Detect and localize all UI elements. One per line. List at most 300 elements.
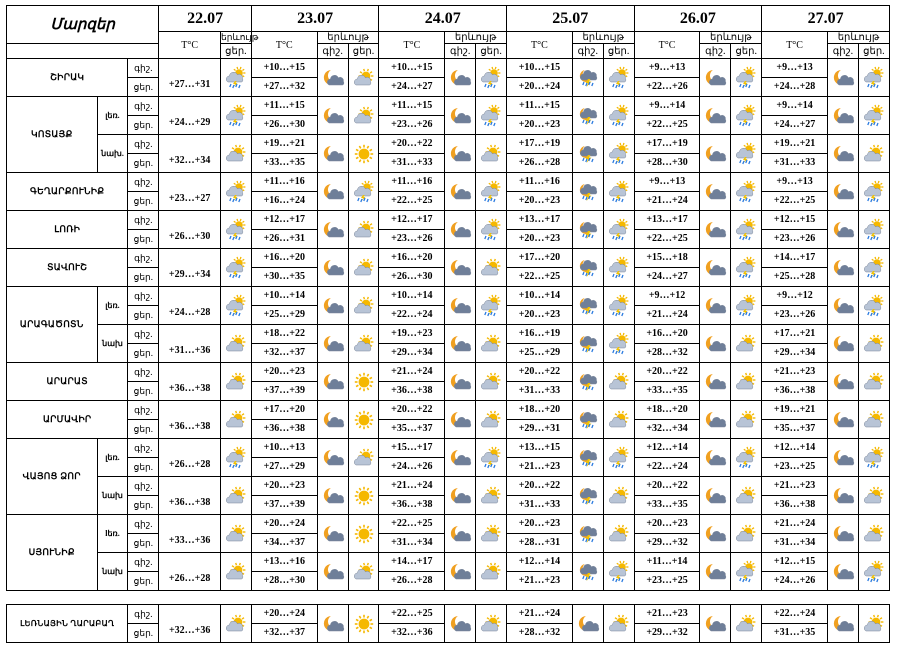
moon-cloud-icon	[700, 249, 731, 287]
temp-value: +16…+20	[634, 325, 700, 344]
sun-cloud-rain-icon	[348, 173, 379, 211]
day-label: ցեր.	[128, 192, 159, 211]
table-row	[7, 439, 890, 458]
sun-cloud-rain-icon	[476, 287, 507, 325]
temp-value: +10…+14	[507, 287, 573, 306]
moon-cloud-icon	[445, 211, 476, 249]
sun-cloud-rain-icon	[731, 135, 762, 173]
moon-cloud-icon	[700, 211, 731, 249]
temp-value: +23…+26	[762, 306, 828, 325]
sun-cloud-icon	[858, 605, 889, 643]
moon-cloud-icon	[317, 477, 348, 515]
sun-cloud-icon	[603, 515, 634, 553]
moon-cloud-icon	[445, 173, 476, 211]
moon-cloud-icon	[700, 553, 731, 591]
temp-value: +20…+22	[507, 363, 573, 382]
temp-value: +20…+23	[251, 363, 317, 382]
temp-value: +34…+37	[251, 534, 317, 553]
temp-value: +31…+34	[379, 534, 445, 553]
temp-value: +10…+15	[507, 59, 573, 78]
sun-cloud-icon	[603, 605, 634, 643]
temp-value: +23…+26	[379, 116, 445, 135]
moon-cloud-icon	[700, 287, 731, 325]
temp-value: +30…+35	[251, 268, 317, 287]
temp-header: T°C	[634, 32, 700, 59]
moon-cloud-icon	[828, 135, 859, 173]
sun-cloud-icon	[221, 477, 252, 515]
sun-icon	[348, 515, 379, 553]
table-row	[7, 401, 890, 420]
temp-value: +10…+13	[251, 439, 317, 458]
table-row	[7, 97, 890, 116]
moon-cloud-icon	[700, 401, 731, 439]
temp-value: +19…+23	[379, 325, 445, 344]
moon-cloud-icon	[445, 363, 476, 401]
subregion-label: lեռ.	[97, 515, 128, 553]
moon-cloud-icon	[317, 401, 348, 439]
temp-value: +26…+30	[251, 116, 317, 135]
temp-value: +12…+15	[762, 211, 828, 230]
day-label: ցեր.	[128, 344, 159, 363]
temp-value: +28…+32	[507, 624, 573, 643]
night-label: գիշ.	[128, 439, 159, 458]
temp-value: +20…+22	[379, 135, 445, 154]
moon-cloud-icon	[700, 363, 731, 401]
temp-value: +12…+14	[634, 439, 700, 458]
weather-header: երևույթ	[828, 32, 890, 44]
temp-value: +28…+30	[634, 154, 700, 173]
temp-value: +35…+37	[379, 420, 445, 439]
temp-value: +11…+15	[507, 97, 573, 116]
temp-value: +16…+24	[251, 192, 317, 211]
moon-cloud-icon	[445, 97, 476, 135]
temp-value: +12…+17	[379, 211, 445, 230]
region-name: ՇԻՐԱԿ	[7, 59, 128, 97]
sun-cloud-icon	[731, 477, 762, 515]
temp-value: +23…+25	[634, 572, 700, 591]
sun-cloud-rain-icon	[476, 173, 507, 211]
night-label: գիշ.	[128, 605, 159, 624]
sun-cloud-icon	[476, 515, 507, 553]
moon-cloud-icon	[700, 439, 731, 477]
sun-cloud-icon	[476, 363, 507, 401]
night-header: գիշ.	[445, 44, 476, 59]
moon-cloud-icon	[317, 287, 348, 325]
moon-cloud-icon	[828, 439, 859, 477]
night-label: գիշ.	[128, 363, 159, 382]
temp-value: +26…+28	[159, 439, 221, 477]
temp-value: +36…+38	[159, 363, 221, 401]
sun-cloud-rain-icon	[603, 173, 634, 211]
temp-value: +20…+23	[507, 116, 573, 135]
subregion-label: նախ	[97, 325, 128, 363]
night-label: գիշ.	[128, 173, 159, 192]
sun-cloud-rain-icon	[221, 211, 252, 249]
subregion-label: լեռ.	[97, 287, 128, 325]
temp-value: +20…+24	[507, 78, 573, 97]
temp-value: +27…+32	[251, 78, 317, 97]
moon-cloud-icon	[828, 59, 859, 97]
night-label: գիշ.	[128, 553, 159, 572]
region-name: ԱՐՄԱՎԻՐ	[7, 401, 128, 439]
temp-value: +36…+38	[159, 477, 221, 515]
temp-value: +20…+23	[507, 230, 573, 249]
temp-value: +12…+17	[251, 211, 317, 230]
moon-cloud-icon	[445, 439, 476, 477]
table-row	[7, 173, 890, 192]
temp-value: +25…+29	[507, 344, 573, 363]
table-row	[7, 553, 890, 572]
temp-value: +11…+16	[251, 173, 317, 192]
temp-value: +25…+28	[762, 268, 828, 287]
sun-cloud-rain-icon	[858, 287, 889, 325]
night-label: գիշ.	[128, 211, 159, 230]
temp-value: +14…+17	[762, 249, 828, 268]
temp-value: +23…+27	[159, 173, 221, 211]
temp-value: +35…+37	[762, 420, 828, 439]
moon-cloud-icon	[828, 363, 859, 401]
sun-cloud-rain-icon	[731, 439, 762, 477]
temp-value: +22…+25	[634, 230, 700, 249]
moon-cloud-storm-icon	[572, 287, 603, 325]
table-row	[7, 135, 890, 154]
moon-cloud-storm-icon	[572, 59, 603, 97]
sun-cloud-icon	[731, 325, 762, 363]
date-header: 27.07	[762, 6, 890, 32]
temp-value: +33…+35	[251, 154, 317, 173]
night-label: գիշ.	[128, 59, 159, 78]
moon-cloud-icon	[317, 173, 348, 211]
sun-cloud-icon	[476, 605, 507, 643]
temp-value: +24…+28	[762, 78, 828, 97]
moon-cloud-icon	[317, 59, 348, 97]
sun-cloud-icon	[603, 401, 634, 439]
temp-value: +20…+24	[251, 605, 317, 624]
temp-value: +9…+14	[634, 97, 700, 116]
moon-cloud-icon	[700, 605, 731, 643]
temp-value: +31…+36	[159, 325, 221, 363]
temp-value: +21…+23	[507, 572, 573, 591]
temp-value: +23…+25	[762, 458, 828, 477]
forecast-table	[6, 5, 890, 591]
sun-cloud-rain-icon	[603, 439, 634, 477]
temp-value: +24…+27	[762, 116, 828, 135]
temp-value: +31…+33	[379, 154, 445, 173]
temp-value: +27…+31	[159, 59, 221, 97]
day-label: ցեր.	[128, 534, 159, 553]
sun-cloud-rain-icon	[603, 325, 634, 363]
temp-value: +21…+23	[762, 363, 828, 382]
sun-cloud-rain-icon	[858, 439, 889, 477]
day-label: ցեր.	[128, 230, 159, 249]
date-header: 23.07	[251, 6, 379, 32]
weather-header: երևույթ	[445, 32, 507, 44]
temp-value: +21…+24	[379, 477, 445, 496]
sun-cloud-rain-icon	[603, 59, 634, 97]
temp-value: +20…+22	[507, 477, 573, 496]
temp-value: +9…+14	[762, 97, 828, 116]
day-label: ցեր.	[128, 268, 159, 287]
moon-cloud-icon	[828, 401, 859, 439]
subregion-label: նախ.	[97, 135, 128, 173]
sun-cloud-icon	[476, 325, 507, 363]
sun-cloud-icon	[348, 97, 379, 135]
karabakh-table	[6, 604, 890, 643]
sun-cloud-icon	[221, 553, 252, 591]
region-name: ԱՐԱՐԱՏ	[7, 363, 128, 401]
temp-value: +22…+24	[634, 458, 700, 477]
temp-value: +20…+23	[507, 306, 573, 325]
sun-cloud-rain-icon	[731, 211, 762, 249]
temp-value: +20…+23	[251, 477, 317, 496]
weather-header: երևույթ	[700, 32, 762, 44]
moon-cloud-icon	[445, 249, 476, 287]
temp-value: +17…+19	[507, 135, 573, 154]
temp-value: +11…+15	[379, 97, 445, 116]
temp-value: +16…+19	[507, 325, 573, 344]
temp-value: +29…+34	[379, 344, 445, 363]
day-label: ցեր.	[128, 78, 159, 97]
weather-header: երևույթ	[221, 32, 259, 42]
sun-cloud-icon	[603, 363, 634, 401]
sun-cloud-icon	[476, 249, 507, 287]
sun-cloud-rain-icon	[476, 439, 507, 477]
sun-icon	[348, 477, 379, 515]
temp-value: +11…+16	[507, 173, 573, 192]
night-label: գիշ.	[128, 97, 159, 116]
temp-value: +18…+20	[507, 401, 573, 420]
sun-cloud-icon	[476, 135, 507, 173]
sun-icon	[348, 605, 379, 643]
sun-cloud-rain-icon	[731, 173, 762, 211]
region-name: ՎԱՅՈՑ ՁՈՐ	[7, 439, 98, 515]
temp-value: +13…+17	[634, 211, 700, 230]
sun-cloud-icon	[858, 515, 889, 553]
sun-cloud-rain-icon	[603, 249, 634, 287]
temp-value: +13…+15	[507, 439, 573, 458]
night-label: գիշ.	[128, 401, 159, 420]
moon-cloud-storm-icon	[572, 515, 603, 553]
temp-value: +29…+31	[507, 420, 573, 439]
temp-value: +13…+17	[507, 211, 573, 230]
night-header: գիշ.	[572, 44, 603, 59]
temp-value: +13…+16	[251, 553, 317, 572]
temp-value: +29…+32	[634, 534, 700, 553]
temp-value: +20…+23	[634, 515, 700, 534]
moon-cloud-icon	[828, 515, 859, 553]
temp-value: +20…+24	[251, 515, 317, 534]
moon-cloud-icon	[445, 59, 476, 97]
sun-cloud-rain-icon	[858, 59, 889, 97]
night-label: գիշ.	[128, 287, 159, 306]
temp-value: +12…+14	[507, 553, 573, 572]
sun-cloud-rain-icon	[858, 553, 889, 591]
temp-value: +21…+24	[634, 192, 700, 211]
temp-value: +28…+31	[507, 534, 573, 553]
moon-cloud-icon	[828, 249, 859, 287]
sun-cloud-rain-icon	[858, 249, 889, 287]
temp-value: +24…+27	[379, 78, 445, 97]
temp-value: +12…+14	[762, 439, 828, 458]
temp-value: +29…+32	[634, 624, 700, 643]
day-header: ցեր.	[603, 44, 634, 59]
moon-cloud-storm-icon	[572, 97, 603, 135]
temp-value: +22…+25	[379, 192, 445, 211]
night-label: գիշ.	[128, 249, 159, 268]
temp-value: +10…+14	[251, 287, 317, 306]
sun-cloud-rain-icon	[221, 173, 252, 211]
temp-value: +22…+24	[762, 605, 828, 624]
date-header: 26.07	[634, 6, 762, 32]
moon-cloud-icon	[317, 249, 348, 287]
temp-value: +10…+15	[379, 59, 445, 78]
sun-cloud-rain-icon	[221, 439, 252, 477]
region-name: ԱՐԱԳԱԾՈՏՆ	[7, 287, 98, 363]
temp-value: +32…+36	[379, 624, 445, 643]
temp-value: +31…+33	[507, 382, 573, 401]
moon-cloud-icon	[700, 325, 731, 363]
moon-cloud-icon	[828, 477, 859, 515]
sun-cloud-rain-icon	[858, 173, 889, 211]
moon-cloud-icon	[317, 553, 348, 591]
sun-cloud-icon	[731, 363, 762, 401]
region-name: ԳԵՂԱՐՔՈՒՆԻՔ	[7, 173, 128, 211]
sun-cloud-icon	[476, 401, 507, 439]
temp-header: T°C	[379, 32, 445, 59]
moon-cloud-storm-icon	[572, 211, 603, 249]
temp-value: +19…+21	[762, 401, 828, 420]
sun-cloud-icon	[221, 515, 252, 553]
temp-value: +9…+13	[634, 173, 700, 192]
temp-value: +32…+37	[251, 344, 317, 363]
temp-value: +37…+39	[251, 382, 317, 401]
sun-cloud-rain-icon	[603, 135, 634, 173]
sun-cloud-icon	[348, 287, 379, 325]
sun-cloud-icon	[348, 249, 379, 287]
temp-header: T°C	[507, 32, 573, 59]
temp-value: +12…+15	[762, 553, 828, 572]
temp-value: +24…+29	[159, 97, 221, 135]
temp-value: +25…+29	[251, 306, 317, 325]
temp-value: +15…+18	[634, 249, 700, 268]
day-label: ցեր.	[128, 572, 159, 591]
temp-value: +23…+26	[379, 230, 445, 249]
day-header: ցեր.	[731, 44, 762, 59]
temp-value: +20…+22	[379, 401, 445, 420]
moon-cloud-storm-icon	[572, 439, 603, 477]
moon-cloud-icon	[445, 515, 476, 553]
moon-cloud-icon	[700, 477, 731, 515]
temp-value: +31…+33	[507, 496, 573, 515]
temp-value: +36…+38	[379, 496, 445, 515]
night-label: գիշ.	[128, 477, 159, 496]
subregion-label: լեռ.	[97, 97, 128, 135]
temp-value: +22…+25	[507, 268, 573, 287]
temp-value: +32…+37	[251, 624, 317, 643]
temp-value: +9…+12	[762, 287, 828, 306]
temp-value: +32…+34	[634, 420, 700, 439]
day-label: ցեր.	[128, 624, 159, 643]
moon-cloud-icon	[700, 173, 731, 211]
temp-value: +32…+36	[159, 605, 221, 643]
temp-value: +24…+27	[634, 268, 700, 287]
temp-value: +26…+28	[379, 572, 445, 591]
sun-cloud-icon	[221, 325, 252, 363]
day-label: ցեր.	[128, 116, 159, 135]
table-row	[7, 515, 890, 534]
temp-value: +36…+38	[762, 496, 828, 515]
temp-value: +36…+38	[762, 382, 828, 401]
moon-cloud-storm-icon	[572, 325, 603, 363]
table-row	[7, 363, 890, 382]
sun-cloud-icon	[858, 135, 889, 173]
sun-cloud-rain-icon	[603, 97, 634, 135]
sun-cloud-rain-icon	[731, 97, 762, 135]
sun-cloud-icon	[221, 363, 252, 401]
temp-value: +36…+38	[159, 401, 221, 439]
moon-cloud-icon	[445, 401, 476, 439]
temp-value: +26…+30	[379, 268, 445, 287]
temp-value: +21…+23	[634, 605, 700, 624]
day-header: ցեր.	[476, 44, 507, 59]
temp-value: +24…+28	[159, 287, 221, 325]
moon-cloud-icon	[445, 605, 476, 643]
temp-value: +9…+13	[762, 59, 828, 78]
sun-cloud-rain-icon	[858, 97, 889, 135]
sun-cloud-icon	[603, 477, 634, 515]
temp-value: +15…+17	[379, 439, 445, 458]
temp-value: +22…+25	[762, 192, 828, 211]
moon-cloud-icon	[828, 287, 859, 325]
sun-cloud-rain-icon	[731, 553, 762, 591]
sun-cloud-rain-icon	[221, 249, 252, 287]
temp-value: +33…+36	[159, 515, 221, 553]
moon-cloud-storm-icon	[572, 477, 603, 515]
moon-cloud-icon	[445, 477, 476, 515]
day-label: ցեր.	[128, 154, 159, 173]
table-row	[7, 477, 890, 496]
temp-value: +26…+28	[507, 154, 573, 173]
sun-cloud-rain-icon	[221, 97, 252, 135]
sun-cloud-rain-icon	[476, 59, 507, 97]
sun-cloud-icon	[348, 59, 379, 97]
night-label: գիշ.	[128, 325, 159, 344]
sun-cloud-icon	[348, 439, 379, 477]
night-header: գիշ.	[317, 44, 348, 59]
temp-value: +28…+30	[251, 572, 317, 591]
temp-value: +21…+23	[762, 477, 828, 496]
moon-cloud-icon	[828, 97, 859, 135]
temp-value: +18…+22	[251, 325, 317, 344]
moon-cloud-icon	[317, 605, 348, 643]
sun-cloud-icon	[348, 325, 379, 363]
temp-value: +10…+14	[379, 287, 445, 306]
sun-cloud-icon	[858, 363, 889, 401]
temp-value: +17…+19	[634, 135, 700, 154]
moon-cloud-icon	[317, 325, 348, 363]
sun-cloud-rain-icon	[476, 97, 507, 135]
moon-cloud-icon	[828, 553, 859, 591]
temp-value: +23…+26	[762, 230, 828, 249]
moon-cloud-icon	[828, 605, 859, 643]
temp-value: +20…+22	[634, 363, 700, 382]
temp-value: +20…+23	[507, 192, 573, 211]
temp-value: +26…+31	[251, 230, 317, 249]
region-name: ԼՈՌԻ	[7, 211, 128, 249]
temp-value: +21…+24	[634, 306, 700, 325]
temp-value: +21…+24	[379, 363, 445, 382]
sun-cloud-icon	[858, 401, 889, 439]
